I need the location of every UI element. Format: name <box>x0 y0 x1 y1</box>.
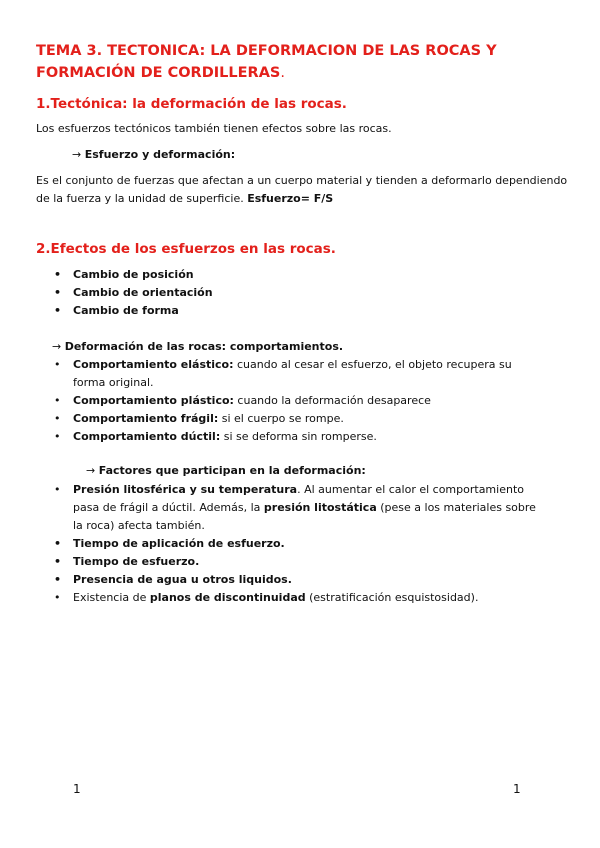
section1-heading: 1.Tectónica: la deformación de las rocas. <box>36 96 347 112</box>
subheading-esfuerzo <box>72 146 235 164</box>
term: planos de discontinuidad <box>149 591 306 604</box>
subheading-text: Esfuerzo y deformación: <box>84 148 236 161</box>
description: cuando la deformación desaparece <box>233 394 431 407</box>
subheading-text: Deformación de las rocas: comportamientos. <box>64 340 344 353</box>
document-title <box>36 40 566 84</box>
term: Presión litosférica y su temperatura <box>73 483 298 496</box>
list-item: • Tiempo de aplicación de esfuerzo. <box>54 535 539 553</box>
factors-list <box>54 481 539 607</box>
list-item: • Presencia de agua u otros liquidos. <box>54 571 539 589</box>
list-item: • Cambio de forma <box>54 302 554 320</box>
arrow-icon: → <box>52 340 62 353</box>
term: Comportamiento dúctil: <box>73 430 221 443</box>
section1-intro: Los esfuerzos tectónicos también tienen efectos sobre las rocas. <box>36 122 392 135</box>
list-item <box>54 428 524 446</box>
list-item: • Cambio de orientación <box>54 284 554 302</box>
title-period: . <box>280 65 285 81</box>
term: Comportamiento frágil: <box>73 412 219 425</box>
effects-list <box>54 266 554 320</box>
list-item <box>54 481 539 535</box>
behaviors-list <box>54 356 524 446</box>
list-item: • Cambio de posición <box>54 266 554 284</box>
list-item <box>54 589 539 607</box>
description: (estratificación esquistosidad). <box>305 591 479 604</box>
page-number-left: 1 <box>73 782 81 796</box>
page-number-right: 1 <box>513 782 521 796</box>
formula: Esfuerzo= F/S <box>247 192 334 205</box>
description: si se deforma sin romperse. <box>220 430 377 443</box>
arrow-icon: → <box>86 464 96 477</box>
description: Existencia de <box>73 591 150 604</box>
definition-text: Es el conjunto de fuerzas que afectan a un cuerpo material y tienden a deformarlo dependiendo de la fuerza y la unidad de superficie. <box>36 174 568 205</box>
term: Comportamiento elástico: <box>73 358 234 371</box>
subheading-factores <box>86 462 366 480</box>
term: presión litostática <box>263 501 377 514</box>
arrow-icon: → <box>72 148 82 161</box>
term: Comportamiento plástico: <box>73 394 234 407</box>
list-item <box>54 410 524 428</box>
description: cuando al cesar el esfuerzo, el objeto recupera su forma original. <box>73 358 512 389</box>
description: (pese a los materiales sobre la roca) afecta también. <box>73 501 536 532</box>
subheading-text: Factores que participan en la deformación: <box>98 464 366 477</box>
title-text: TEMA 3. TECTONICA: LA DEFORMACION DE LAS ROCAS Y FORMACIÓN DE CORDILLERAS <box>36 43 497 81</box>
list-item: • Tiempo de esfuerzo. <box>54 553 539 571</box>
list-item <box>54 392 524 410</box>
description: si el cuerpo se rompe. <box>218 412 344 425</box>
subheading-deformacion <box>52 338 343 356</box>
list-item <box>54 356 524 392</box>
definition-paragraph <box>36 172 571 208</box>
section2-heading: 2.Efectos de los esfuerzos en las rocas. <box>36 241 336 257</box>
description: . Al aumentar el calor el comportamiento pasa de frágil a dúctil. Además, la <box>73 483 524 514</box>
